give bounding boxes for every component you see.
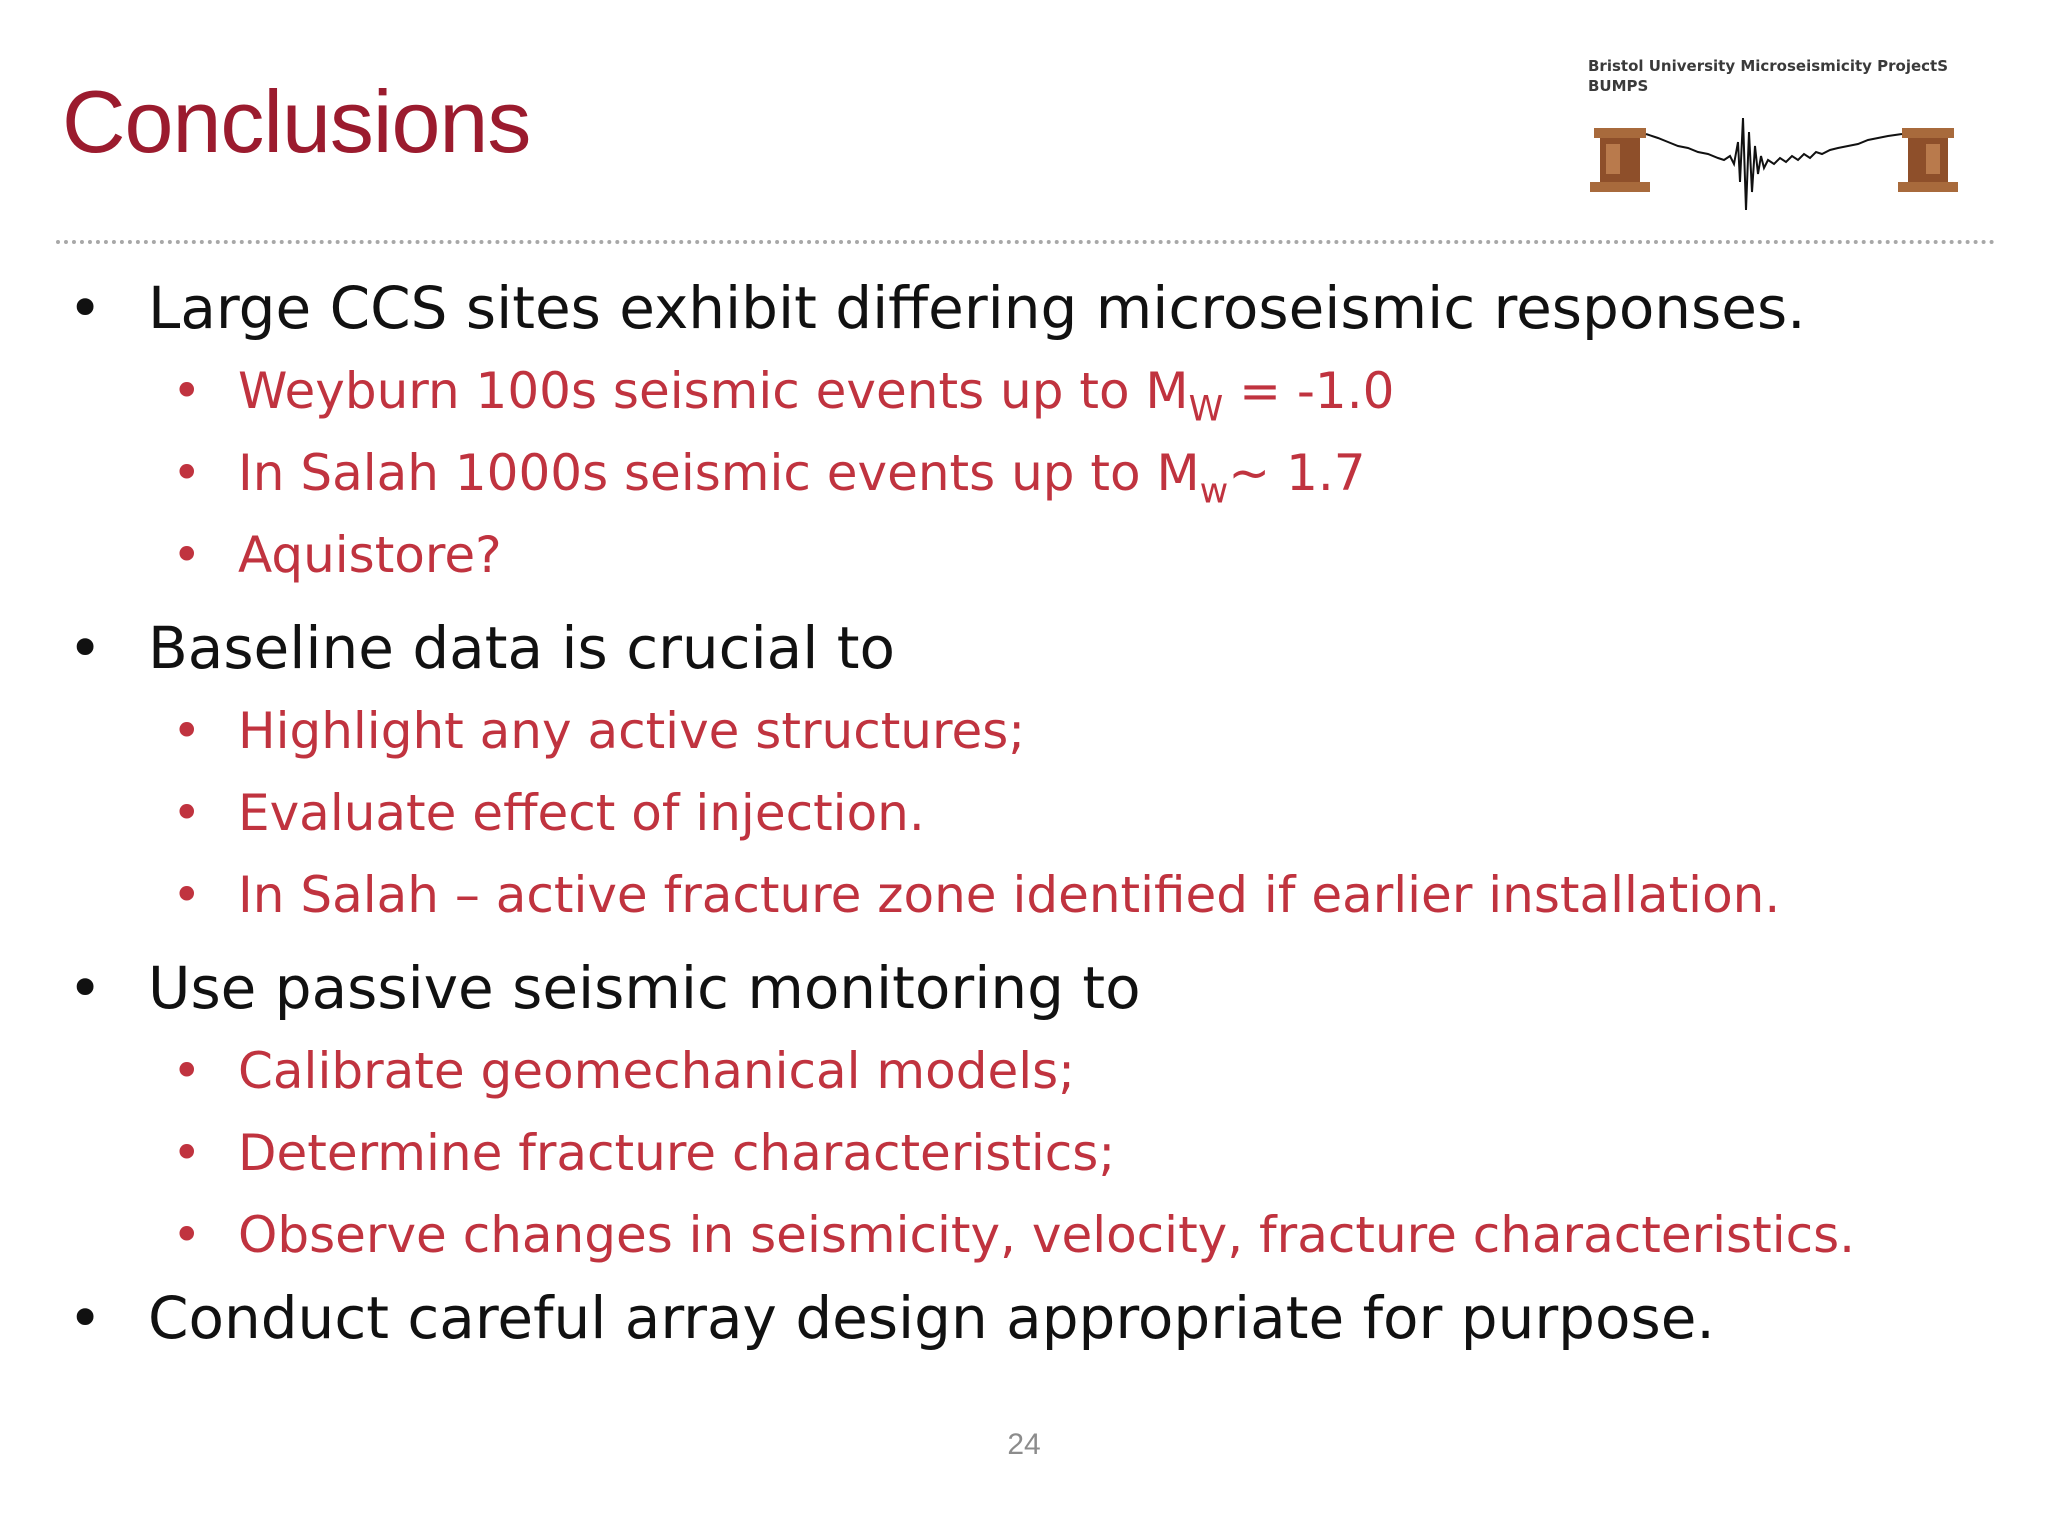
bullet-text: Use passive seismic monitoring to <box>148 954 1141 1022</box>
sub-bullet-item <box>0 690 2048 772</box>
bullet-text: Large CCS sites exhibit differing microseismic responses. <box>148 274 1806 342</box>
slide-content <box>0 266 2048 1360</box>
seismogram-icon <box>1588 112 1988 212</box>
sub-bullet-marker: • <box>172 1042 202 1100</box>
sub-bullet-text: In Salah – active fracture zone identified if earlier installation. <box>238 866 1781 924</box>
sub-bullet-item <box>0 1194 2048 1276</box>
sub-bullet-marker: • <box>172 526 202 584</box>
sub-bullet-marker: • <box>172 362 202 420</box>
bullet-text: Conduct careful array design appropriate for purpose. <box>148 1284 1715 1352</box>
sub-bullet-item <box>0 1030 2048 1112</box>
sub-bullet-item <box>0 854 2048 936</box>
bullet-text: Baseline data is crucial to <box>148 614 896 682</box>
sub-bullet-text: Observe changes in seismicity, velocity, fracture characteristics. <box>238 1206 1856 1264</box>
sub-bullet-text: Aquistore? <box>238 526 502 584</box>
sub-bullet-marker: • <box>172 702 202 760</box>
bullet-marker: • <box>68 954 103 1022</box>
sub-bullet-item <box>0 772 2048 854</box>
magnitude-subscript: W <box>1188 389 1224 430</box>
bullet-marker: • <box>68 1284 103 1352</box>
sub-bullet-marker: • <box>172 784 202 842</box>
bullet-item <box>0 266 2048 350</box>
title-divider <box>56 240 1996 244</box>
logo-line-2: BUMPS <box>1588 77 1649 95</box>
sub-bullet-item <box>0 514 2048 596</box>
sub-bullet-item <box>0 1112 2048 1194</box>
bumps-logo <box>1588 56 1988 216</box>
sub-bullet-item <box>0 350 2048 432</box>
bullet-marker: • <box>68 274 103 342</box>
sub-bullet-text: Calibrate geomechanical models; <box>238 1042 1075 1100</box>
page-number: 24 <box>1007 1428 1041 1461</box>
sub-bullet-marker: • <box>172 1206 202 1264</box>
sub-bullet-item <box>0 432 2048 514</box>
logo-line-1: Bristol University Microseismicity ProjectS <box>1588 57 1949 75</box>
bullet-item <box>0 606 2048 690</box>
sub-bullet-marker: • <box>172 1124 202 1182</box>
bullet-item <box>0 946 2048 1030</box>
bullet-item <box>0 1276 2048 1360</box>
bullet-marker: • <box>68 614 103 682</box>
sub-bullet-text: Evaluate effect of injection. <box>238 784 925 842</box>
sub-bullet-text: Determine fracture characteristics; <box>238 1124 1116 1182</box>
slide-title: Conclusions <box>62 72 531 171</box>
sub-bullet-text: Highlight any active structures; <box>238 702 1026 760</box>
sub-bullet-text-tail: ~ 1.7 <box>1228 444 1366 502</box>
sub-bullet-marker: • <box>172 444 202 502</box>
sub-bullet-text: Weyburn 100s seismic events up to M <box>238 362 1189 420</box>
sub-bullet-text-tail: = -1.0 <box>1223 362 1395 420</box>
magnitude-subscript: w <box>1199 471 1229 512</box>
sub-bullet-text: In Salah 1000s seismic events up to M <box>238 444 1200 502</box>
sub-bullet-marker: • <box>172 866 202 924</box>
